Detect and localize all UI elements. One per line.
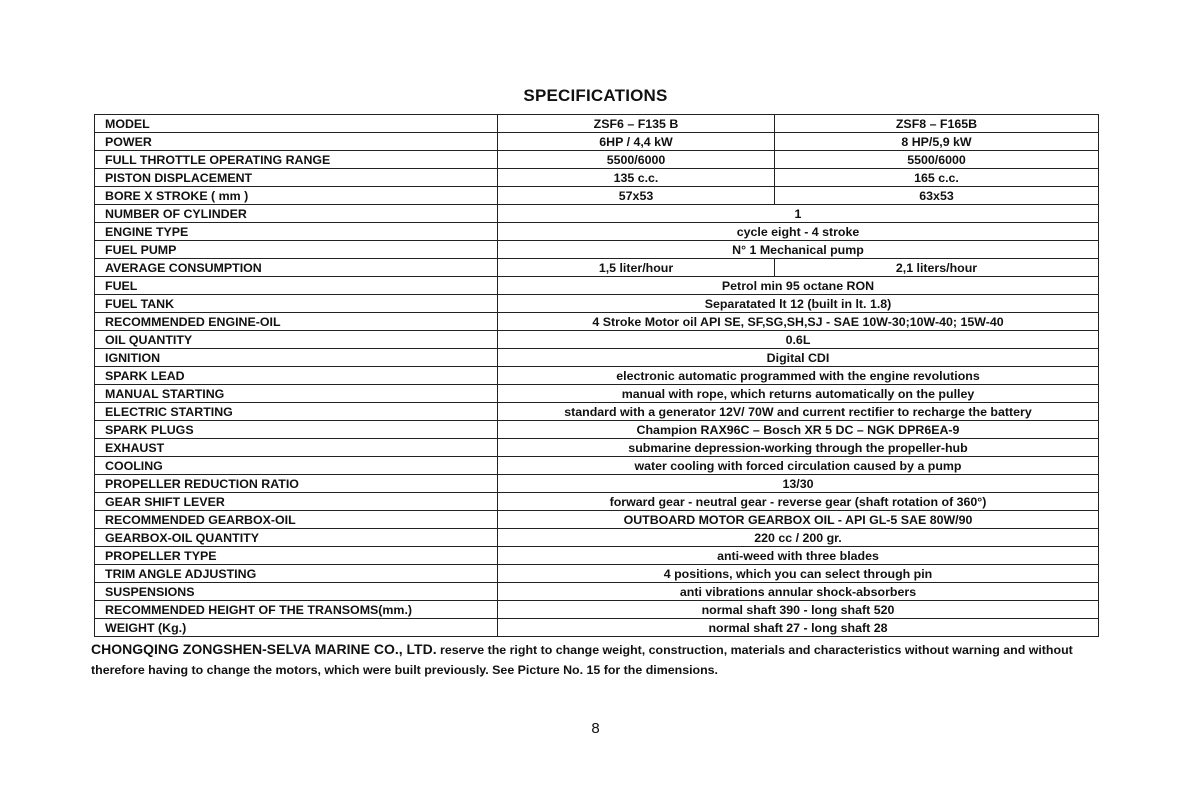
spec-label: RECOMMENDED GEARBOX-OIL	[95, 511, 498, 529]
spec-label: PROPELLER TYPE	[95, 547, 498, 565]
table-row	[95, 295, 1099, 313]
spec-value: anti-weed with three blades	[498, 547, 1099, 565]
model-a-name: ZSF6 – F135 B	[498, 115, 775, 133]
table-row	[95, 205, 1099, 223]
spec-value-model-b: 8 HP/5,9 kW	[775, 133, 1099, 151]
table-row	[95, 277, 1099, 295]
table-row	[95, 619, 1099, 637]
spec-value-model-b: 165 c.c.	[775, 169, 1099, 187]
table-row	[95, 439, 1099, 457]
page-number: 8	[591, 720, 600, 737]
spec-label: SPARK LEAD	[95, 367, 498, 385]
spec-label: TRIM ANGLE ADJUSTING	[95, 565, 498, 583]
spec-label: NUMBER OF CYLINDER	[95, 205, 498, 223]
spec-label: POWER	[95, 133, 498, 151]
spec-label: SUSPENSIONS	[95, 583, 498, 601]
table-row	[95, 565, 1099, 583]
table-row	[95, 241, 1099, 259]
spec-label: SPARK PLUGS	[95, 421, 498, 439]
spec-label: BORE X STROKE ( mm )	[95, 187, 498, 205]
spec-label: AVERAGE CONSUMPTION	[95, 259, 498, 277]
footnote-text: reserve the right to change weight, construction, materials and characteristics without warning and without therefore having to change the motors, which were built previously. See Picture No. 15 for the dimensions.	[91, 643, 1073, 677]
table-row	[95, 133, 1099, 151]
table-row	[95, 457, 1099, 475]
spec-label: FUEL	[95, 277, 498, 295]
table-row	[95, 223, 1099, 241]
spec-value: normal shaft 27 - long shaft 28	[498, 619, 1099, 637]
table-row	[95, 367, 1099, 385]
spec-label: FUEL PUMP	[95, 241, 498, 259]
spec-value: normal shaft 390 - long shaft 520	[498, 601, 1099, 619]
spec-label: FUEL TANK	[95, 295, 498, 313]
table-row	[95, 493, 1099, 511]
spec-value: Champion RAX96C – Bosch XR 5 DC – NGK DPR6EA-9	[498, 421, 1099, 439]
spec-label: RECOMMENDED ENGINE-OIL	[95, 313, 498, 331]
spec-label: IGNITION	[95, 349, 498, 367]
spec-value: Digital CDI	[498, 349, 1099, 367]
spec-value-model-a: 57x53	[498, 187, 775, 205]
table-row	[95, 385, 1099, 403]
spec-label: RECOMMENDED HEIGHT OF THE TRANSOMS(mm.)	[95, 601, 498, 619]
spec-value: submarine depression-working through the propeller-hub	[498, 439, 1099, 457]
spec-value: manual with rope, which returns automatically on the pulley	[498, 385, 1099, 403]
model-label: MODEL	[95, 115, 498, 133]
spec-label: ENGINE TYPE	[95, 223, 498, 241]
table-row	[95, 547, 1099, 565]
spec-value: water cooling with forced circulation caused by a pump	[498, 457, 1099, 475]
spec-value: 13/30	[498, 475, 1099, 493]
spec-value: 1	[498, 205, 1099, 223]
spec-value: 220 cc / 200 gr.	[498, 529, 1099, 547]
spec-value-model-a: 135 c.c.	[498, 169, 775, 187]
table-row	[95, 349, 1099, 367]
table-row	[95, 169, 1099, 187]
table-row	[95, 529, 1099, 547]
table-row	[95, 403, 1099, 421]
table-row	[95, 313, 1099, 331]
spec-label: PISTON DISPLACEMENT	[95, 169, 498, 187]
table-row	[95, 511, 1099, 529]
spec-label: GEAR SHIFT LEVER	[95, 493, 498, 511]
spec-value: 4 Stroke Motor oil API SE, SF,SG,SH,SJ - SAE 10W-30;10W-40; 15W-40	[498, 313, 1099, 331]
spec-label: COOLING	[95, 457, 498, 475]
spec-value: electronic automatic programmed with the engine revolutions	[498, 367, 1099, 385]
spec-label: ELECTRIC STARTING	[95, 403, 498, 421]
table-header-row	[95, 115, 1099, 133]
table-row	[95, 331, 1099, 349]
table-row	[95, 475, 1099, 493]
spec-label: EXHAUST	[95, 439, 498, 457]
spec-label: OIL QUANTITY	[95, 331, 498, 349]
specifications-table-body	[95, 115, 1099, 637]
spec-value: anti vibrations annular shock-absorbers	[498, 583, 1099, 601]
page-title: SPECIFICATIONS	[523, 86, 668, 105]
table-row	[95, 187, 1099, 205]
table-row	[95, 151, 1099, 169]
model-b-name: ZSF8 – F165B	[775, 115, 1099, 133]
table-row	[95, 601, 1099, 619]
table-row	[95, 421, 1099, 439]
spec-value: cycle eight - 4 stroke	[498, 223, 1099, 241]
spec-value-model-a: 6HP / 4,4 kW	[498, 133, 775, 151]
spec-value: forward gear - neutral gear - reverse gear (shaft rotation of 360°)	[498, 493, 1099, 511]
table-row	[95, 259, 1099, 277]
footnote	[91, 639, 1111, 680]
spec-value: OUTBOARD MOTOR GEARBOX OIL - API GL-5 SAE 80W/90	[498, 511, 1099, 529]
spec-label: PROPELLER REDUCTION RATIO	[95, 475, 498, 493]
table-row	[95, 583, 1099, 601]
spec-label: GEARBOX-OIL QUANTITY	[95, 529, 498, 547]
spec-value-model-b: 63x53	[775, 187, 1099, 205]
spec-value-model-a: 1,5 liter/hour	[498, 259, 775, 277]
spec-label: WEIGHT (Kg.)	[95, 619, 498, 637]
spec-value-model-b: 2,1 liters/hour	[775, 259, 1099, 277]
spec-label: MANUAL STARTING	[95, 385, 498, 403]
spec-value-model-a: 5500/6000	[498, 151, 775, 169]
spec-value: Petrol min 95 octane RON	[498, 277, 1099, 295]
spec-value: standard with a generator 12V/ 70W and current rectifier to recharge the battery	[498, 403, 1099, 421]
spec-value-model-b: 5500/6000	[775, 151, 1099, 169]
spec-label: FULL THROTTLE OPERATING RANGE	[95, 151, 498, 169]
spec-value: Separatated lt 12 (built in lt. 1.8)	[498, 295, 1099, 313]
specifications-table	[94, 114, 1099, 637]
spec-value: 0.6L	[498, 331, 1099, 349]
spec-value: N° 1 Mechanical pump	[498, 241, 1099, 259]
spec-value: 4 positions, which you can select through pin	[498, 565, 1099, 583]
footnote-company: CHONGQING ZONGSHEN-SELVA MARINE CO., LTD.	[91, 641, 437, 657]
